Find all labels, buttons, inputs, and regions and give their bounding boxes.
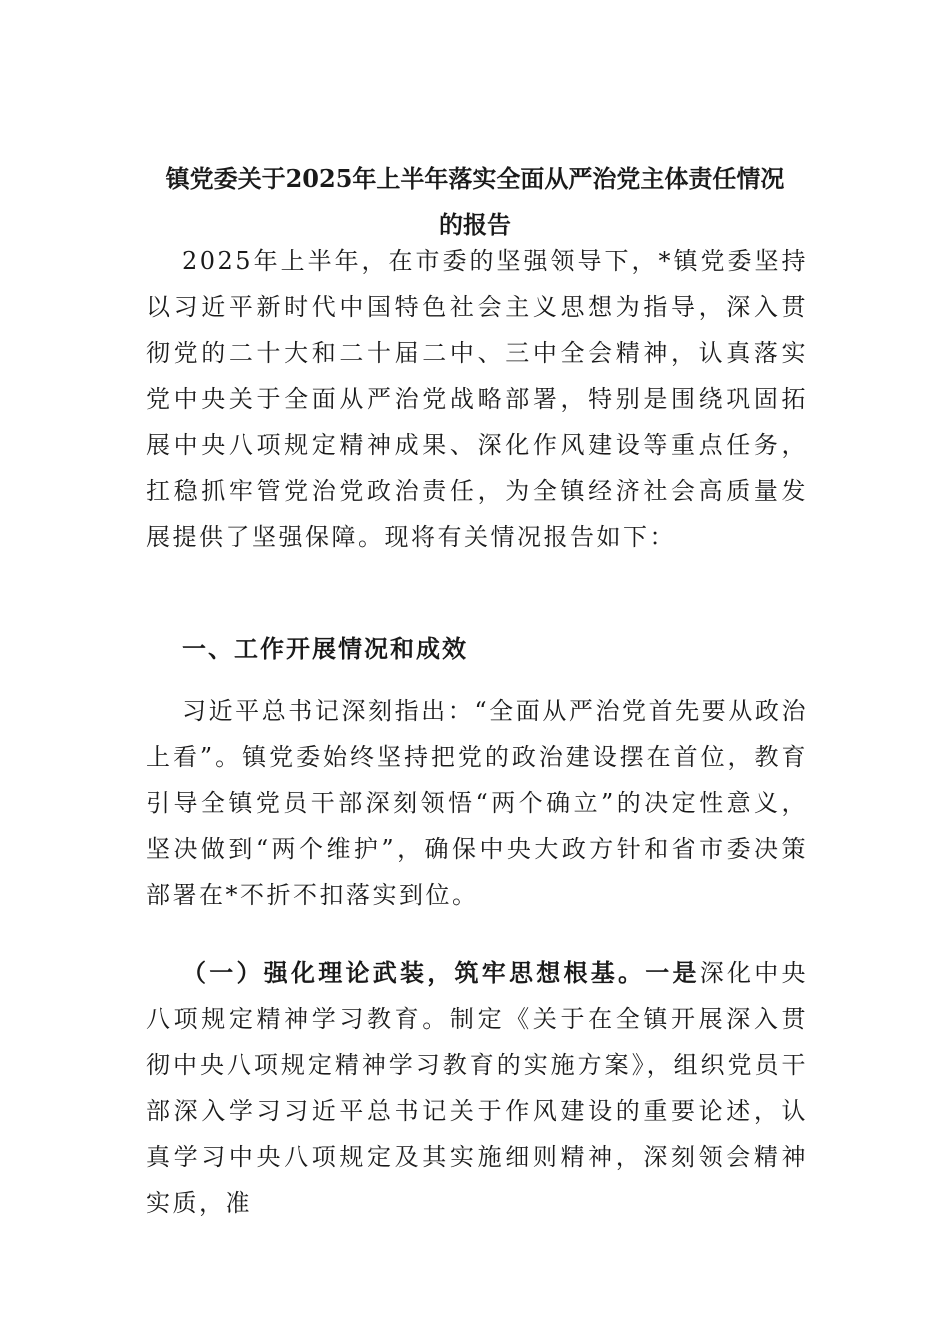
title-line-2: 的报告 bbox=[439, 210, 511, 239]
section-1-paragraph: 习近平总书记深刻指出：“全面从严治党首先要从政治上看”。镇党委始终坚持把党的政治建设摆在首位，教育引导全镇党员干部深刻领悟“两个确立”的决定性意义，坚决做到“两个维护”，确保中央大政方针和省市委决策部署在*不折不扣落实到位。 bbox=[146, 697, 808, 909]
subsection-1-heading: （一）强化理论武装，筑牢思想根基。 bbox=[182, 958, 646, 987]
subsection-1-text: 深化中央八项规定精神学习教育。制定《关于在全镇开展深入贯彻中央八项规定精神学习教育的实施方案》，组织党员干部深入学习习近平总书记关于作风建设的重要论述，认真学习中央八项规定及其实施细则精神，深刻领会精神实质，准 bbox=[146, 959, 808, 1217]
subsection-1-lead: 一是 bbox=[645, 958, 700, 987]
title-line-1: 镇党委关于2025年上半年落实全面从严治党主体责任情况 bbox=[165, 164, 785, 193]
section-1-heading: 一、工作开展情况和成效 bbox=[182, 635, 468, 663]
intro-paragraph: 2025年上半年，在市委的坚强领导下，*镇党委坚持以习近平新时代中国特色社会主义思想为指导，深入贯彻党的二十大和二十届二中、三中全会精神，认真落实党中央关于全面从严治党战略部署，特别是围绕巩固拓展中央八项规定精神成果、深化作风建设等重点任务，扛稳抓牢管党治党政治责任，为全镇经济社会高质量发展提供了坚强保障。现将有关情况报告如下： bbox=[146, 247, 808, 551]
document-title bbox=[120, 156, 830, 248]
subsection-1-paragraph bbox=[146, 950, 808, 1226]
